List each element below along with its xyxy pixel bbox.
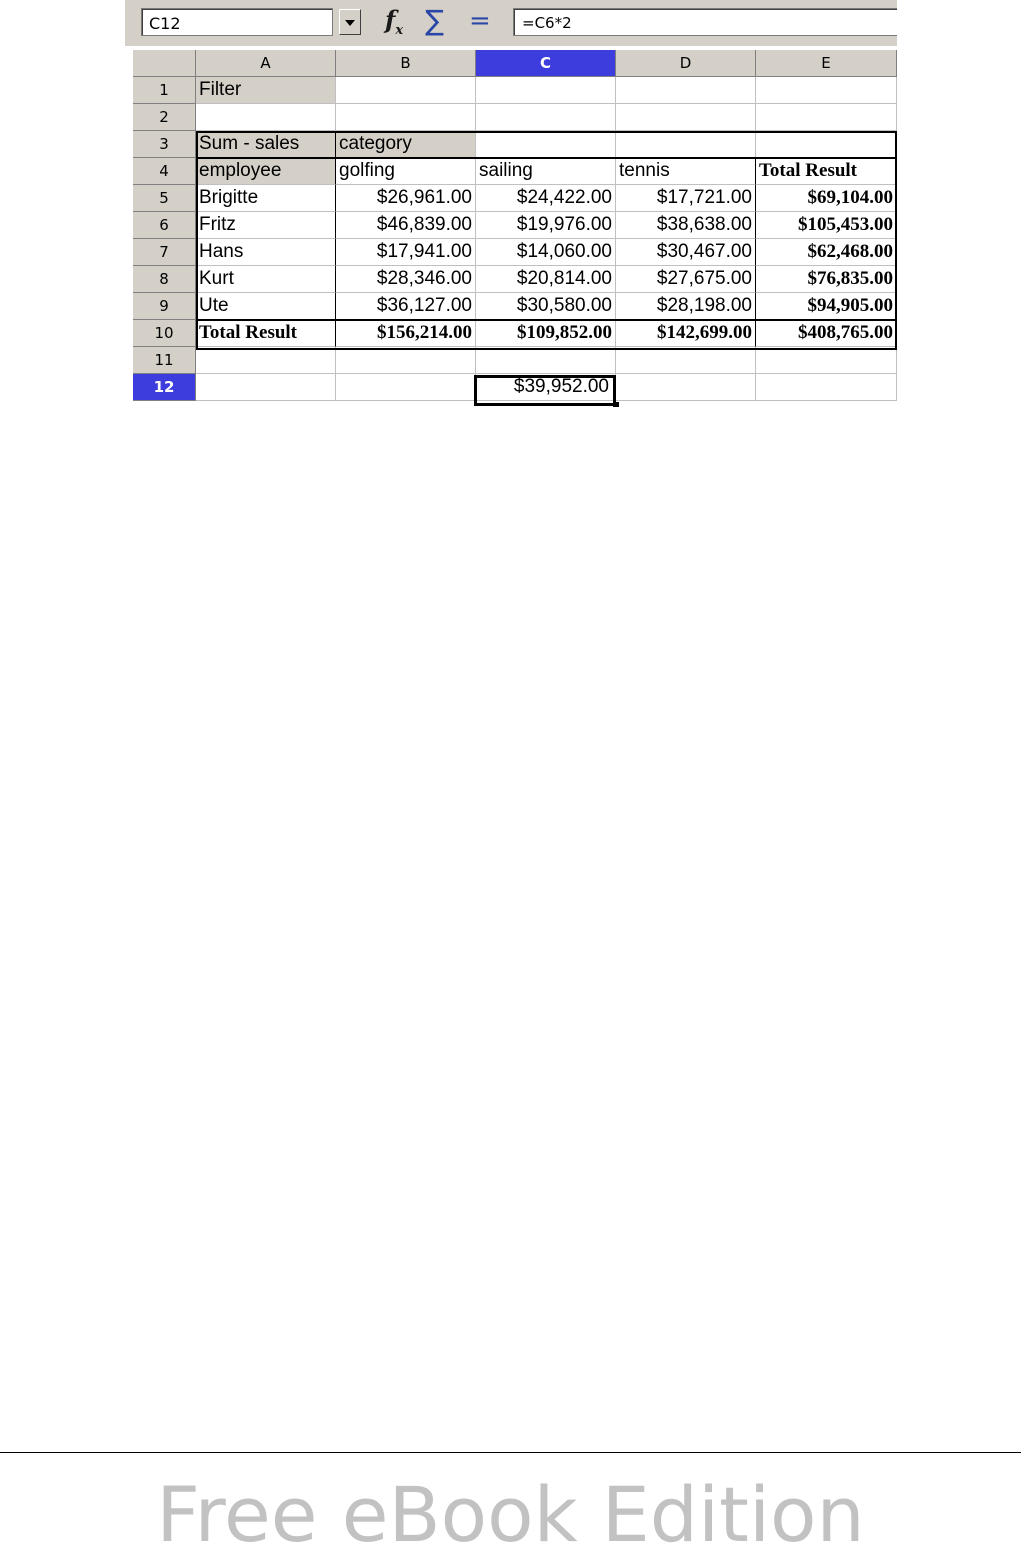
name-box-value: C12 (149, 14, 181, 33)
footer-watermark: Free eBook Edition (156, 1470, 865, 1559)
function-wizard-icon[interactable]: $f_x$ (385, 5, 404, 38)
row-header-5[interactable]: 5 (133, 185, 196, 212)
cell-b9[interactable]: $36,127.00 (336, 293, 476, 320)
formula-input[interactable] (513, 8, 897, 36)
cell-c12[interactable]: $39,952.00 (476, 374, 616, 401)
cell-d6[interactable]: $38,638.00 (616, 212, 756, 239)
name-box-dropdown-button[interactable] (339, 9, 361, 35)
row-header-3[interactable]: 3 (133, 131, 196, 158)
row-header-8[interactable]: 8 (133, 266, 196, 293)
spreadsheet-window (125, 0, 897, 407)
cell-c1[interactable] (476, 77, 616, 104)
row-header-4[interactable]: 4 (133, 158, 196, 185)
cell-e10[interactable]: $408,765.00 (756, 320, 897, 347)
cell-e5[interactable]: $69,104.00 (756, 185, 897, 212)
pivot-header-divider (196, 157, 897, 159)
cell-a1[interactable]: Filter (196, 77, 336, 104)
cell-c6[interactable]: $19,976.00 (476, 212, 616, 239)
cell-d11[interactable] (616, 347, 756, 374)
cell-a7[interactable]: Hans (196, 239, 336, 266)
cell-a10[interactable]: Total Result (196, 320, 336, 347)
cell-d5[interactable]: $17,721.00 (616, 185, 756, 212)
cell-c5[interactable]: $24,422.00 (476, 185, 616, 212)
cell-b4[interactable]: golfing (336, 158, 476, 185)
cell-c3[interactable] (476, 131, 616, 158)
cell-b1[interactable] (336, 77, 476, 104)
formula-bar (125, 0, 897, 46)
name-box[interactable] (141, 8, 333, 36)
cell-a6[interactable]: Fritz (196, 212, 336, 239)
fill-handle[interactable] (613, 402, 619, 407)
select-all-corner[interactable] (133, 50, 196, 77)
column-header-b[interactable]: B (336, 50, 476, 77)
cell-d4[interactable]: tennis (616, 158, 756, 185)
row-header-11[interactable]: 11 (133, 347, 196, 374)
footer-divider (0, 1452, 1021, 1453)
cell-e3[interactable] (756, 131, 897, 158)
cell-e2[interactable] (756, 104, 897, 131)
cell-e4[interactable]: Total Result (756, 158, 897, 185)
cell-e7[interactable]: $62,468.00 (756, 239, 897, 266)
cell-a9[interactable]: Ute (196, 293, 336, 320)
pivot-total-divider (196, 319, 897, 321)
cell-a12[interactable] (196, 374, 336, 401)
column-header-c[interactable]: C (476, 50, 616, 77)
cell-e11[interactable] (756, 347, 897, 374)
cell-a8[interactable]: Kurt (196, 266, 336, 293)
row-header-1[interactable]: 1 (133, 77, 196, 104)
cell-e12[interactable] (756, 374, 897, 401)
cell-a3[interactable]: Sum - sales (196, 131, 336, 158)
cell-e6[interactable]: $105,453.00 (756, 212, 897, 239)
cell-d2[interactable] (616, 104, 756, 131)
cell-b2[interactable] (336, 104, 476, 131)
equals-icon[interactable]: = (469, 6, 491, 36)
sheet-grid (125, 46, 897, 407)
cell-e8[interactable]: $76,835.00 (756, 266, 897, 293)
cell-d3[interactable] (616, 131, 756, 158)
cell-d9[interactable]: $28,198.00 (616, 293, 756, 320)
cell-c7[interactable]: $14,060.00 (476, 239, 616, 266)
cell-c8[interactable]: $20,814.00 (476, 266, 616, 293)
cell-b6[interactable]: $46,839.00 (336, 212, 476, 239)
sum-icon[interactable]: ∑ (425, 4, 444, 37)
formula-value: =C6*2 (522, 14, 572, 32)
cell-d8[interactable]: $27,675.00 (616, 266, 756, 293)
cell-e1[interactable] (756, 77, 897, 104)
cell-c9[interactable]: $30,580.00 (476, 293, 616, 320)
row-header-9[interactable]: 9 (133, 293, 196, 320)
cell-c10[interactable]: $109,852.00 (476, 320, 616, 347)
cell-a4[interactable]: employee (196, 158, 336, 185)
cell-b5[interactable]: $26,961.00 (336, 185, 476, 212)
column-header-a[interactable]: A (196, 50, 336, 77)
cell-d10[interactable]: $142,699.00 (616, 320, 756, 347)
cell-a2[interactable] (196, 104, 336, 131)
cell-b7[interactable]: $17,941.00 (336, 239, 476, 266)
cell-c4[interactable]: sailing (476, 158, 616, 185)
cell-b11[interactable] (336, 347, 476, 374)
row-header-12[interactable]: 12 (133, 374, 196, 401)
row-header-10[interactable]: 10 (133, 320, 196, 347)
cell-d7[interactable]: $30,467.00 (616, 239, 756, 266)
cell-c11[interactable] (476, 347, 616, 374)
cell-b3[interactable]: category (336, 131, 476, 158)
cell-b8[interactable]: $28,346.00 (336, 266, 476, 293)
column-header-d[interactable]: D (616, 50, 756, 77)
cell-b12[interactable] (336, 374, 476, 401)
cell-e9[interactable]: $94,905.00 (756, 293, 897, 320)
row-header-2[interactable]: 2 (133, 104, 196, 131)
cell-b10[interactable]: $156,214.00 (336, 320, 476, 347)
cell-a5[interactable]: Brigitte (196, 185, 336, 212)
row-header-7[interactable]: 7 (133, 239, 196, 266)
column-header-e[interactable]: E (756, 50, 897, 77)
cell-a11[interactable] (196, 347, 336, 374)
cell-d12[interactable] (616, 374, 756, 401)
cell-d1[interactable] (616, 77, 756, 104)
cell-c2[interactable] (476, 104, 616, 131)
row-header-6[interactable]: 6 (133, 212, 196, 239)
